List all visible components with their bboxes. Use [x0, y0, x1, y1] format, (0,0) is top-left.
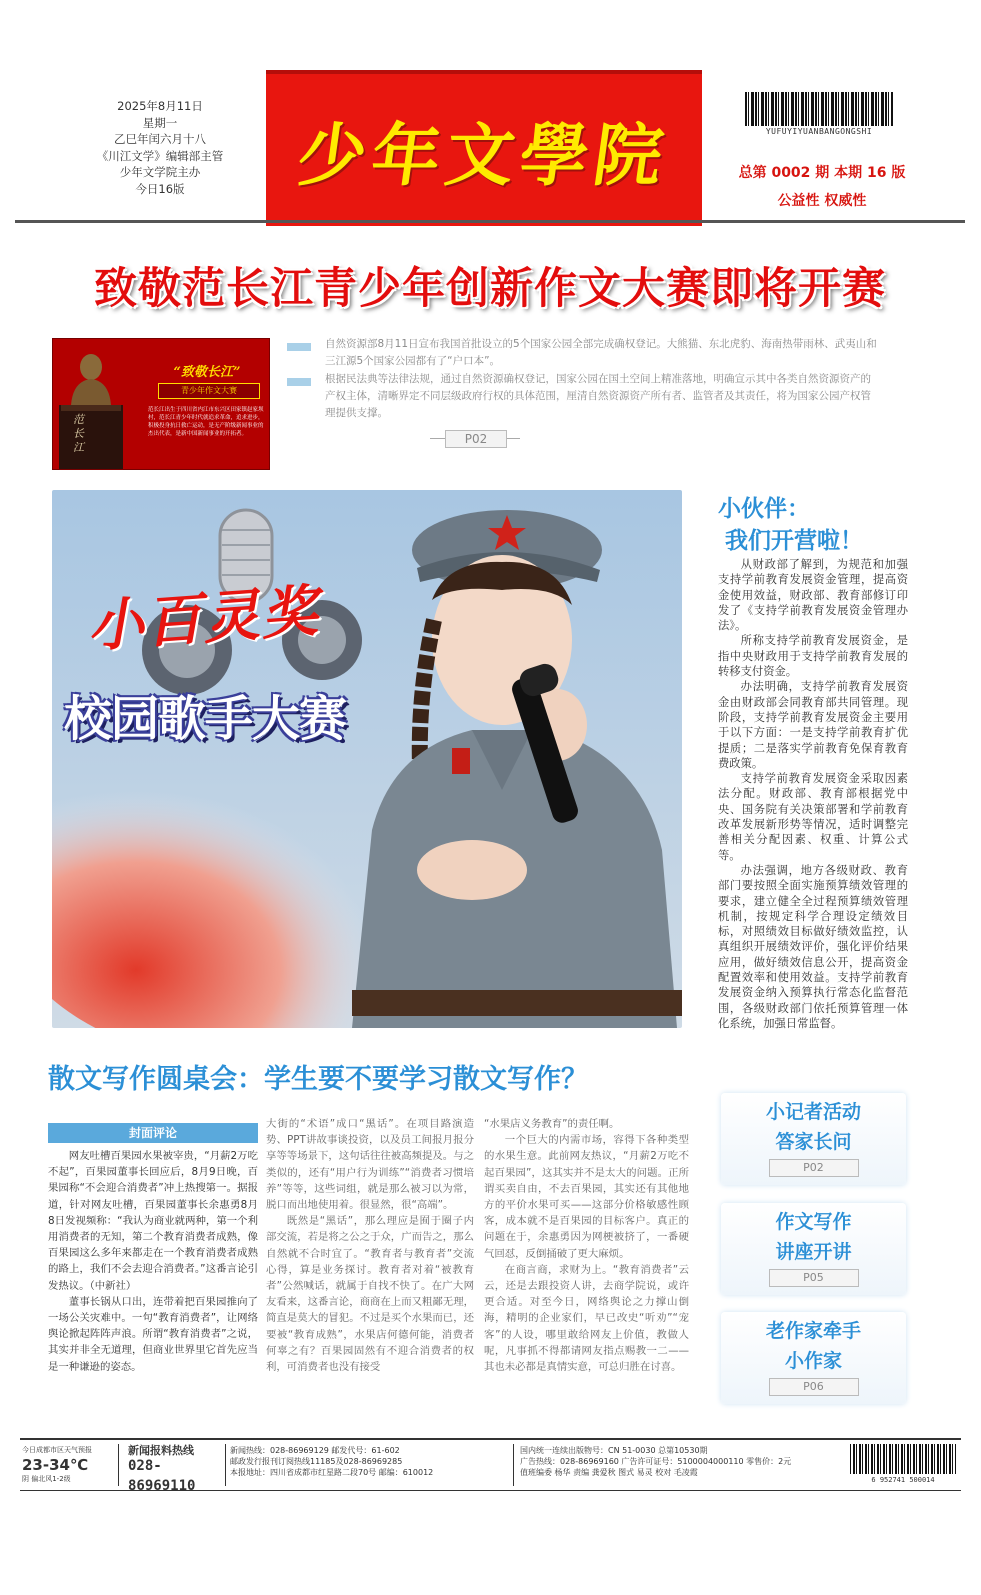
- weather-block: [22, 1445, 112, 1485]
- article-paragraph: 一个巨大的内需市场，容得下各种类型的水果生意。此前网友热议，“月薪2万吃不起百果园”，这其实并不是太大的问题。正所谓买卖自由，不去百果园，其实还有其他地方的平价水果可买——这部分价格敏感性顾客，成本就不是百果园的目标客户。真正的问题在于，余惠勇因为网梗被挤了，一番硬气回怼，反倒捅破了更大麻烦。: [484, 1134, 689, 1260]
- pages-line: 今日16版: [135, 181, 185, 196]
- info-line: 值班编委 杨华 责编 龚爱秋 图式 易灵 校对 毛凌霞: [520, 1468, 698, 1477]
- sidebox-line: 作文写作: [775, 1211, 852, 1233]
- sidebox-line: 老作家牵手: [765, 1320, 861, 1342]
- article-paragraph: 董事长锅从口出，连带着把百果园推向了一场公关灾难中。一句“教育消费者”，让网络舆论掀起阵阵声浪。所谓“教育消费者”之说，其实并非全无道理，但商业世界里它首先应当是一种谦逊的姿态。: [48, 1295, 258, 1373]
- footer-bar: [20, 1438, 961, 1494]
- sidebox-title: [721, 1093, 906, 1157]
- article-paragraph: 大街的“术语”成口“黑话”。在项目路演造势、PPT讲故事谈投资，以及员工间报月报分享等等场景下，这句话往往被高频提及。与之类似的，还有“用户行为训练”“消费者习惯培养”等等，这些词组，就是那么被习以为常，脱口而出地使用着。很显然，很“高端”。: [266, 1118, 474, 1212]
- newspaper-title: 少年文學院: [292, 115, 674, 196]
- sidebox-writers-mentor[interactable]: [721, 1312, 906, 1404]
- hotline-number[interactable]: 028-86969110: [128, 1458, 196, 1494]
- lunar-date-line: 乙巳年闰六月十八: [114, 132, 206, 146]
- camp-title-line2[interactable]: 我们开营啦！: [725, 528, 863, 554]
- page-ref-p02[interactable]: P02: [769, 1159, 859, 1177]
- masthead-info: [55, 98, 265, 197]
- divider: [225, 1444, 226, 1486]
- article-paragraph: 所称支持学前教育发展资金，是指中央财政用于支持学前教育发展的转移支付资金。: [718, 634, 908, 679]
- promo-heading: “致敬长江”: [173, 365, 241, 380]
- article-paragraph: 既然是“黑话”，那么理应是囿于圈子内部交流，若是将之公之于众，广而告之，那么自然就不合时宜了。“教育者与教育者”交流心得，算是业务探讨。教育者对着“被教育者”公然喊话，就属于自找不快了。在广大网友看来，这番言论，商商在上而又粗鄙无理，简直是莫大的冒犯。不过是买个水果而已，还要被“教育成熟”，水果店何德何能，消费者何辜之有？百果园固然有不迎合消费者的权利，可消费者也没有接受: [266, 1215, 474, 1374]
- contest-brand-script: 小百灵奖: [85, 577, 322, 661]
- sidebox-line: 小作家: [784, 1350, 842, 1372]
- page-ref-p02[interactable]: P02: [445, 430, 507, 448]
- barcode-text: YUFUYIYUANBANGONGSHI: [765, 127, 873, 136]
- essay-column-2: [266, 1116, 474, 1375]
- weather-label: 今日成都市区天气预报: [22, 1446, 92, 1454]
- brief-marker-icon: [287, 378, 311, 386]
- promo-subheading: 青少年作文大赛: [158, 383, 260, 399]
- brief-marker-icon: [287, 343, 311, 351]
- contact-block: [230, 1445, 510, 1478]
- singer-photo-image: [52, 490, 682, 1028]
- article-paragraph: 从财政部了解到，为规范和加强支持学前教育发展资金管理，提高资金使用效益，财政部、教育部修订印发了《支持学前教育发展资金管理办法》。: [718, 558, 908, 633]
- info-line: 国内统一连续出版物号：CN 51-0030 总第10530期: [520, 1446, 708, 1455]
- issue-number: 总第 0002 期 本期 16 版: [738, 165, 906, 181]
- page-ref-p06[interactable]: P06: [769, 1378, 859, 1396]
- brief-item: 自然资源部8月11日宣布我国首批设立的5个国家公园全部完成确权登记。大熊猫、东北虎豹、海南热带雨林、武夷山和三江源5个国家公园都有了“户口本”。: [325, 338, 877, 367]
- contact-line: 新闻热线：028-86969129 邮发代号：61-602: [230, 1446, 400, 1455]
- hotline-block: [128, 1445, 223, 1496]
- main-headline[interactable]: 致敬范长江青少年创新作文大赛即将开赛: [94, 264, 886, 314]
- sidebox-title: [721, 1203, 906, 1267]
- weather-note: 阴 偏北风1-2级: [22, 1475, 71, 1483]
- sidebox-title: [721, 1312, 906, 1376]
- weekday-line: 星期一: [142, 115, 178, 130]
- article-paragraph: 支持学前教育发展资金采取因素法分配。财政部、教育部根据党中央、国务院有关决策部署和学前教育改革发展新形势等情况，适时调整完善相关分配因素、权重、计算公式等。: [718, 772, 908, 862]
- hotline-label: 新闻报料热线: [128, 1444, 194, 1457]
- page-ref-p05[interactable]: P05: [769, 1269, 859, 1287]
- divider: [118, 1444, 119, 1486]
- article-paragraph: 办法明确，支持学前教育发展资金由财政部会同教育部共同管理。现阶段，支持学前教育发展资金主要用于以下方面：一是支持学前教育扩优提质；二是落实学前教育免保育教育费政策。: [718, 680, 908, 770]
- publisher-line: 少年文学院主办: [119, 165, 201, 179]
- article-paragraph: “水果店义务教育”的责任啊。: [484, 1118, 620, 1130]
- essay-column-3: [484, 1116, 689, 1375]
- publication-info: [520, 1445, 840, 1478]
- article-paragraph: 在商言商，求财为上。“教育消费者”云云，还是去跟投资人讲，去商学院说，或许更合适。对至今日，网络舆论之力撑山倒海，精明的企业家们，早已改史“听劝”“宠客”的人设，哪里敢给网友上价值，教做人呢，凡事抓不得都请网友指点赐教一二——其也未必都是真情实意，可总归胜在讨喜。: [484, 1263, 689, 1374]
- contact-line: 本报地址：四川省成都市红星路二段70号 邮编：610012: [230, 1468, 434, 1477]
- camp-title-line1[interactable]: 小伙伴：: [718, 496, 810, 522]
- info-line: 广告热线：028-86969160 广告许可证号：5100004000110 零售价：2元: [520, 1457, 792, 1466]
- feature-photo[interactable]: [52, 490, 682, 1028]
- contact-line: 邮政发行报刊订阅热线11185及028-86969285: [230, 1457, 403, 1466]
- slogan: 公益性 权威性: [777, 193, 867, 209]
- contest-brand-title: 校园歌手大赛: [64, 691, 347, 747]
- sidebox-line: 答家长问: [775, 1131, 852, 1153]
- sidebox-line: 小记者活动: [765, 1101, 861, 1123]
- sidebox-line: 讲座开讲: [775, 1241, 852, 1263]
- statue-image: [59, 347, 123, 469]
- promo-body: 范长江出生于四川省内江市东兴区田家镇赵家坝村，范长江青少年时代就追求革命，追求进步，积极投身抗日救亡运动，是无产阶级新闻事业的杰出代表，是新中国新闻事业的开拓者。: [148, 407, 264, 437]
- masthead-divider: [15, 220, 965, 223]
- newspaper-nameplate: [266, 70, 702, 226]
- sidebox-writing-lecture[interactable]: [721, 1203, 906, 1295]
- footer-barcode-icon: [850, 1444, 956, 1474]
- supervisor-line: 《川江文学》编辑部主管: [96, 148, 224, 163]
- article-paragraph: 办法强调，地方各级财政、教育部门要按照全面实施预算绩效管理的要求，建立健全全过程预算绩效管理机制，按规定科学合理设定绩效目标，对照绩效目标做好绩效监控，认真组织开展绩效评价，强化评价结果应用，做好绩效信息公开，提高资金配置效率和使用效益。支持学前教育发展资金纳入预算执行常态化监督范围，各级财政部门依托预算管理一体化系统，加强日常监督。: [718, 863, 908, 1030]
- brief-item: 根据民法典等法律法规，通过自然资源确权登记，国家公园在国土空间上精准落地，明确宣示其中各类自然资源资产的产权主体，清晰界定不同层级政府行权的具体范围，厘清自然资源资产所有者、监管者及其责任，将为国家公园产权管理提供支撑。: [325, 373, 871, 419]
- essay-column-1: [48, 1148, 258, 1375]
- barcode-icon: [745, 92, 893, 126]
- divider: [513, 1444, 514, 1486]
- camp-article-body: [718, 557, 908, 1031]
- temperature: 23-34℃: [22, 1456, 89, 1474]
- footer-barcode-number: 6 952741 500014: [871, 1476, 935, 1484]
- sidebox-reporter-activity[interactable]: [721, 1093, 906, 1185]
- cover-commentary-tag: 封面评论: [48, 1123, 258, 1143]
- article-paragraph: 网友吐槽百果园水果被宰贵，“月薪2万吃不起”，百果园董事长回应后，8月9日晚，百果园称“不会迎合消费者”冲上热搜第一。据报道，针对网友吐槽，百果园董事长余惠勇8月8日发视频称：“我认为商业就两种，第一个利用消费者的无知，第二个教育消费者成熟，像百果园这么多年来都走在一个教育消费者成熟的路上，我们不会去迎合消费者。”这番言论引发热议。（中新社）: [48, 1150, 258, 1292]
- pedestal-text: 范长江: [73, 413, 84, 454]
- essay-headline[interactable]: 散文写作圆桌会：学生要不要学习散文写作？: [48, 1064, 588, 1095]
- promo-box[interactable]: [52, 338, 270, 470]
- date-line: 2025年8月11日: [117, 99, 203, 113]
